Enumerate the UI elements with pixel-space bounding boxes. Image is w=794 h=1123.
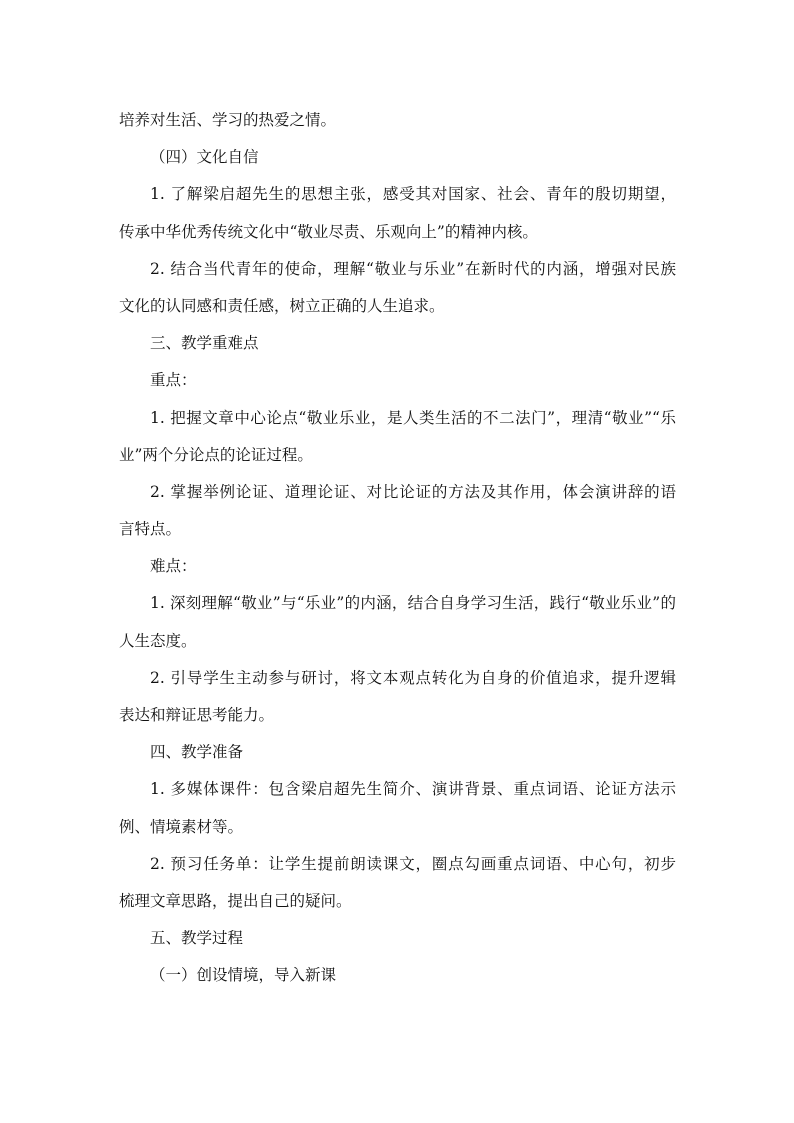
- text-line: 1. 深刻理解“敬业”与“乐业”的内涵，结合自身学习生活，践行“敬业乐业”的: [150, 594, 676, 613]
- text-line: 2. 掌握举例论证、道理论证、对比论证的方法及其作用，体会演讲辞的语: [150, 482, 676, 501]
- text-line: 难点：: [150, 557, 197, 576]
- text-line: 2. 结合当代青年的使命，理解“敬业与乐业”在新时代的内涵，增强对民族: [150, 259, 676, 278]
- text-line: 梳理文章思路，提出自己的疑问。: [119, 891, 352, 910]
- text-line: 2. 预习任务单：让学生提前朗读课文，圈点勾画重点词语、中心句，初步: [150, 854, 676, 873]
- document-body: [119, 102, 676, 995]
- text-line: （四）文化自信: [150, 148, 259, 167]
- text-line: 培养对生活、学习的热爱之情。: [119, 111, 337, 129]
- text-line: 1. 把握文章中心论点“敬业乐业，是人类生活的不二法门”，理清“敬业”“乐: [150, 408, 676, 427]
- text-line: 人生态度。: [119, 631, 197, 650]
- text-line: 文化的认同感和责任感，树立正确的人生追求。: [119, 296, 445, 315]
- text-line: 例、情境素材等。: [119, 817, 244, 836]
- text-line: 三、教学重难点: [150, 334, 259, 353]
- text-line: 2. 引导学生主动参与研讨，将文本观点转化为自身的价值追求，提升逻辑: [150, 668, 676, 687]
- text-line: （一）创设情境，导入新课: [150, 966, 337, 985]
- text-line: 业”两个分论点的论证过程。: [119, 445, 313, 464]
- text-line: 1. 多媒体课件：包含梁启超先生简介、演讲背景、重点词语、论证方法示: [150, 780, 676, 799]
- text-line: 五、教学过程: [150, 929, 244, 948]
- text-line: 1. 了解梁启超先生的思想主张，感受其对国家、社会、青年的殷切期望，: [150, 185, 676, 204]
- text-line: 传承中华优秀传统文化中“敬业尽责、乐观向上”的精神内核。: [119, 222, 538, 241]
- text-line: 言特点。: [119, 520, 182, 539]
- text-line: 四、教学准备: [150, 743, 244, 762]
- text-line: 表达和辩证思考能力。: [119, 706, 275, 724]
- text-line: 重点：: [150, 371, 197, 390]
